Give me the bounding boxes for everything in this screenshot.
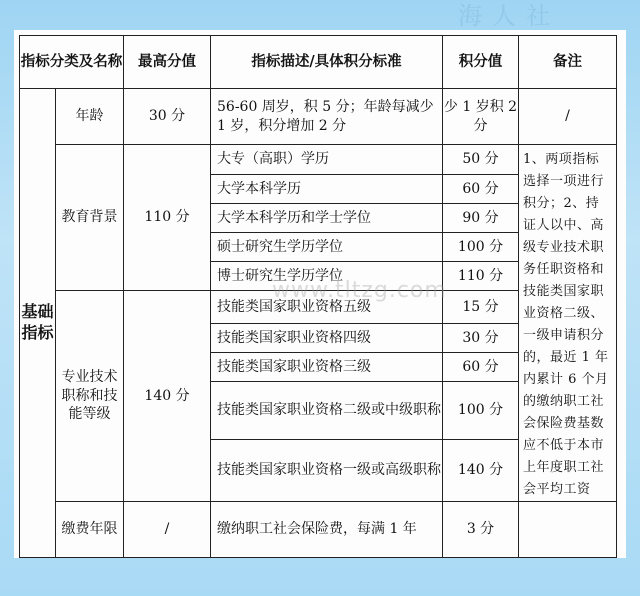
edu-points: 50 分	[443, 145, 519, 175]
table-row-payment	[20, 502, 617, 558]
skill-desc: 技能类国家职业资格五级	[211, 291, 443, 324]
header-remarks: 备注	[519, 36, 617, 89]
skill-desc: 技能类国家职业资格三级	[211, 353, 443, 382]
edu-desc: 博士研究生学历学位	[211, 262, 443, 291]
skill-points: 30 分	[443, 324, 519, 353]
table-row-age	[20, 89, 617, 145]
payment-desc: 缴纳职工社会保险费，每满 1 年	[211, 502, 443, 558]
header-points: 积分值	[443, 36, 519, 89]
edu-points: 90 分	[443, 204, 519, 233]
header-description: 指标描述/具体积分标准	[211, 36, 443, 89]
age-points: 少 1 岁积 2 分	[443, 89, 519, 145]
payment-name: 缴费年限	[56, 502, 124, 558]
watermark-top: 海人社	[458, 2, 560, 30]
watermark-mid: www.tltzg.com	[272, 278, 447, 303]
age-name: 年龄	[56, 89, 124, 145]
note-cell: 1、两项指标选择一项进行积分；2、持证人以中、高级专业技术职务任职资格和技能类国家职业资格二级、一级申请积分的，最近 1 年内累计 6 个月的缴纳职工社会保险费基数应不低于本市上年度职工社会平均工资	[519, 145, 617, 502]
edu-desc: 硕士研究生学历学位	[211, 233, 443, 262]
edu-points: 60 分	[443, 175, 519, 204]
edu-points: 110 分	[443, 262, 519, 291]
age-desc: 56-60 周岁，积 5 分；年龄每减少 1 岁，积分增加 2 分	[211, 89, 443, 145]
table-row-edu-1	[20, 145, 617, 175]
edu-points: 100 分	[443, 233, 519, 262]
age-remark: /	[519, 89, 617, 145]
skill-points: 100 分	[443, 382, 519, 440]
header-category: 指标分类及名称	[20, 36, 124, 89]
payment-remark	[519, 502, 617, 558]
header-row	[20, 36, 617, 89]
edu-desc: 大专（高职）学历	[211, 145, 443, 175]
group-label: 基础指标	[20, 89, 56, 558]
edu-desc: 大学本科学历和学士学位	[211, 204, 443, 233]
education-name: 教育背景	[56, 145, 124, 291]
header-max-score: 最高分值	[124, 36, 211, 89]
skill-points: 15 分	[443, 291, 519, 324]
skill-desc: 技能类国家职业资格四级	[211, 324, 443, 353]
skill-desc: 技能类国家职业资格一级或高级职称	[211, 440, 443, 502]
skills-name: 专业技术职称和技能等级	[56, 291, 124, 502]
payment-points: 3 分	[443, 502, 519, 558]
skills-max: 140 分	[124, 291, 211, 502]
skill-desc: 技能类国家职业资格二级或中级职称	[211, 382, 443, 440]
edu-desc: 大学本科学历	[211, 175, 443, 204]
skill-points: 140 分	[443, 440, 519, 502]
skill-points: 60 分	[443, 353, 519, 382]
education-max: 110 分	[124, 145, 211, 291]
payment-max: /	[124, 502, 211, 558]
age-max: 30 分	[124, 89, 211, 145]
